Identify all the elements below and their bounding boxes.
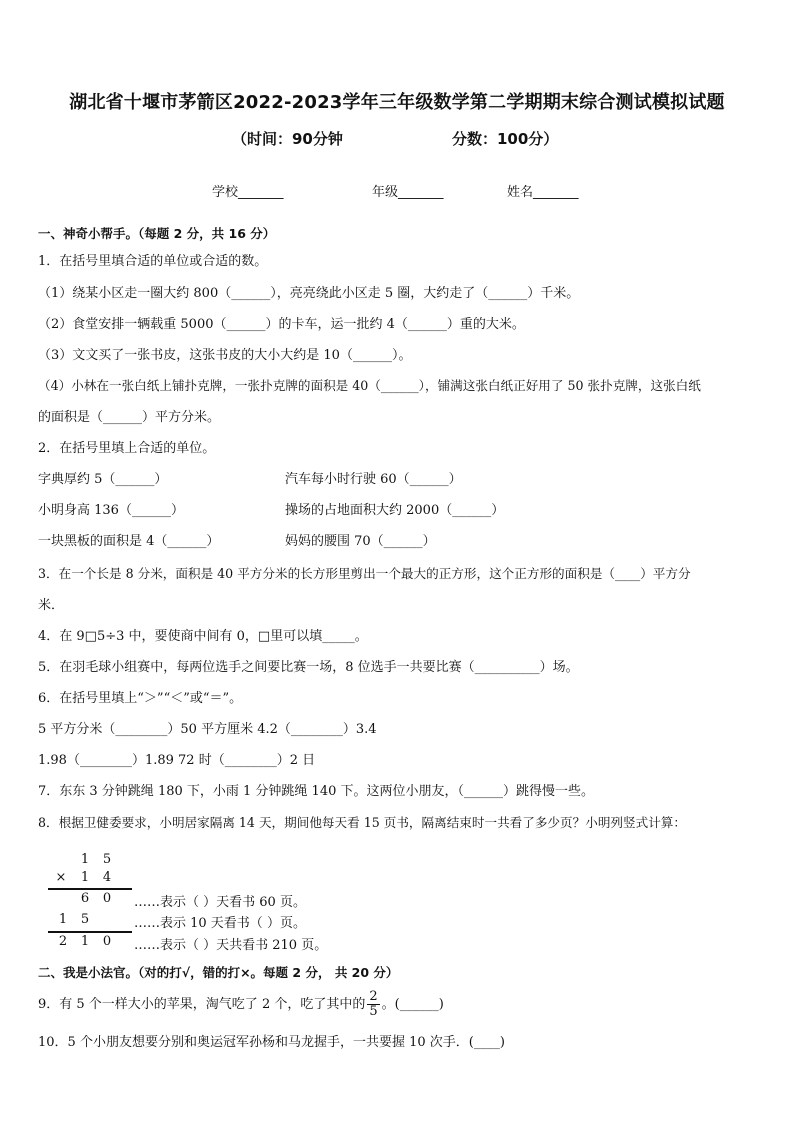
q8-vertical-calculation bbox=[38, 850, 438, 955]
calc-digit: 1 bbox=[80, 852, 90, 867]
calc-digit: 1 bbox=[80, 870, 90, 885]
calc-note-3: ……表示（ ）天共看书 210 页。 bbox=[134, 938, 328, 953]
q9-text bbox=[38, 990, 444, 1019]
q2-item-f: 妈妈的腰围 70（______） bbox=[285, 534, 436, 549]
q7-text: 7．东东 3 分钟跳绳 180 下，小雨 1 分钟跳绳 140 下。这两位小朋友，（______）跳得慢一些。 bbox=[38, 784, 594, 799]
q6-row2: 1.98（________）1.89 72 时（________）2 日 bbox=[38, 753, 316, 768]
q1-stem: 1．在括号里填合适的单位或合适的数。 bbox=[38, 254, 268, 269]
calc-digit: 5 bbox=[80, 912, 90, 927]
calc-digit: 0 bbox=[102, 891, 112, 906]
q4-text: 4．在 9□5÷3 中，要使商中间有 0，□里可以填_____。 bbox=[38, 629, 368, 644]
q2-stem: 2．在括号里填上合适的单位。 bbox=[38, 441, 216, 456]
q8-stem: 8．根据卫健委要求，小明居家隔离 14 天，期间他每天看 15 页书，隔离结束时一共看了多少页？小明列竖式计算： bbox=[38, 815, 686, 830]
fraction-denominator: 5 bbox=[369, 1004, 378, 1019]
q1-part2: （2）食堂安排一辆载重 5000（______）的卡车，运一批约 4（______）重的大米。 bbox=[38, 317, 525, 332]
calc-digit: 2 bbox=[58, 934, 68, 949]
exam-title: 湖北省十堰市茅箭区2022-2023学年三年级数学第二学期期末综合测试模拟试题 bbox=[69, 92, 725, 113]
q1-part3: （3）文文买了一张书皮，这张书皮的大小大约是 10（______）。 bbox=[38, 348, 412, 363]
q9-text-after: 。(______) bbox=[381, 997, 444, 1012]
exam-time: （时间：90分钟 bbox=[232, 130, 343, 148]
calc-digit: 0 bbox=[102, 934, 112, 949]
fraction-numerator: 2 bbox=[369, 989, 378, 1004]
q3-line1: 3．在一个长是 8 分米，面积是 40 平方分米的长方形里剪出一个最大的正方形，这个正方形的面积是（____）平方分 bbox=[38, 566, 691, 581]
q1-part4-line2: 的面积是（______）平方分米。 bbox=[38, 410, 221, 425]
calc-digit: 5 bbox=[102, 852, 112, 867]
calc-digit: 6 bbox=[80, 891, 90, 906]
q9-text-before: 9．有 5 个一样大小的苹果，淘气吃了 2 个，吃了其中的 bbox=[38, 997, 366, 1012]
calc-rule bbox=[48, 931, 132, 933]
grade-field: 年级_______ bbox=[372, 185, 444, 200]
q3-line2: 米． bbox=[38, 598, 65, 613]
calc-digit: 1 bbox=[80, 934, 90, 949]
calc-note-2: ……表示 10 天看书（ ）页。 bbox=[134, 916, 306, 931]
section-2-heading: 二、我是小法官。（对的打√，错的打×。每题 2 分， 共 20 分） bbox=[38, 965, 399, 980]
q2-item-d: 操场的占地面积大约 2000（______） bbox=[285, 503, 505, 518]
calc-digit: 1 bbox=[58, 912, 68, 927]
q10-text: 10．5 个小朋友想要分别和奥运冠军孙杨和马龙握手，一共要握 10 次手．(____) bbox=[38, 1035, 505, 1050]
section-1-heading: 一、神奇小帮手。（每题 2 分，共 16 分） bbox=[38, 226, 276, 241]
school-field: 学校_______ bbox=[212, 185, 284, 200]
multiply-sign: × bbox=[55, 870, 67, 885]
q2-item-c: 小明身高 136（______） bbox=[38, 503, 184, 518]
calc-rule bbox=[48, 888, 132, 890]
calc-note-1: ……表示（ ）天看书 60 页。 bbox=[134, 895, 306, 910]
q2-item-e: 一块黑板的面积是 4（______） bbox=[38, 534, 220, 549]
q5-text: 5．在羽毛球小组赛中，每两位选手之间要比赛一场，8 位选手一共要比赛（__________）场。 bbox=[38, 660, 579, 675]
q6-row1: 5 平方分米（________）50 平方厘米 4.2（________）3.4 bbox=[38, 722, 377, 737]
exam-score: 分数：100分） bbox=[452, 130, 559, 148]
calc-digit: 4 bbox=[102, 870, 112, 885]
q1-part4-line1: （4）小林在一张白纸上铺扑克牌，一张扑克牌的面积是 40（______），铺满这张白纸正好用了 50 张扑克牌，这张白纸 bbox=[38, 378, 701, 393]
q6-stem: 6．在括号里填上“＞”“＜”或“＝”。 bbox=[38, 691, 243, 706]
fraction-two-fifths bbox=[367, 990, 379, 1019]
name-field: 姓名_______ bbox=[507, 185, 579, 200]
q2-item-a: 字典厚约 5（______） bbox=[38, 472, 168, 487]
q1-part1: （1）绕某小区走一圈大约 800（______），亮亮绕此小区走 5 圈，大约走了（______）千米。 bbox=[38, 286, 580, 301]
q2-item-b: 汽车每小时行驶 60（______） bbox=[285, 472, 462, 487]
